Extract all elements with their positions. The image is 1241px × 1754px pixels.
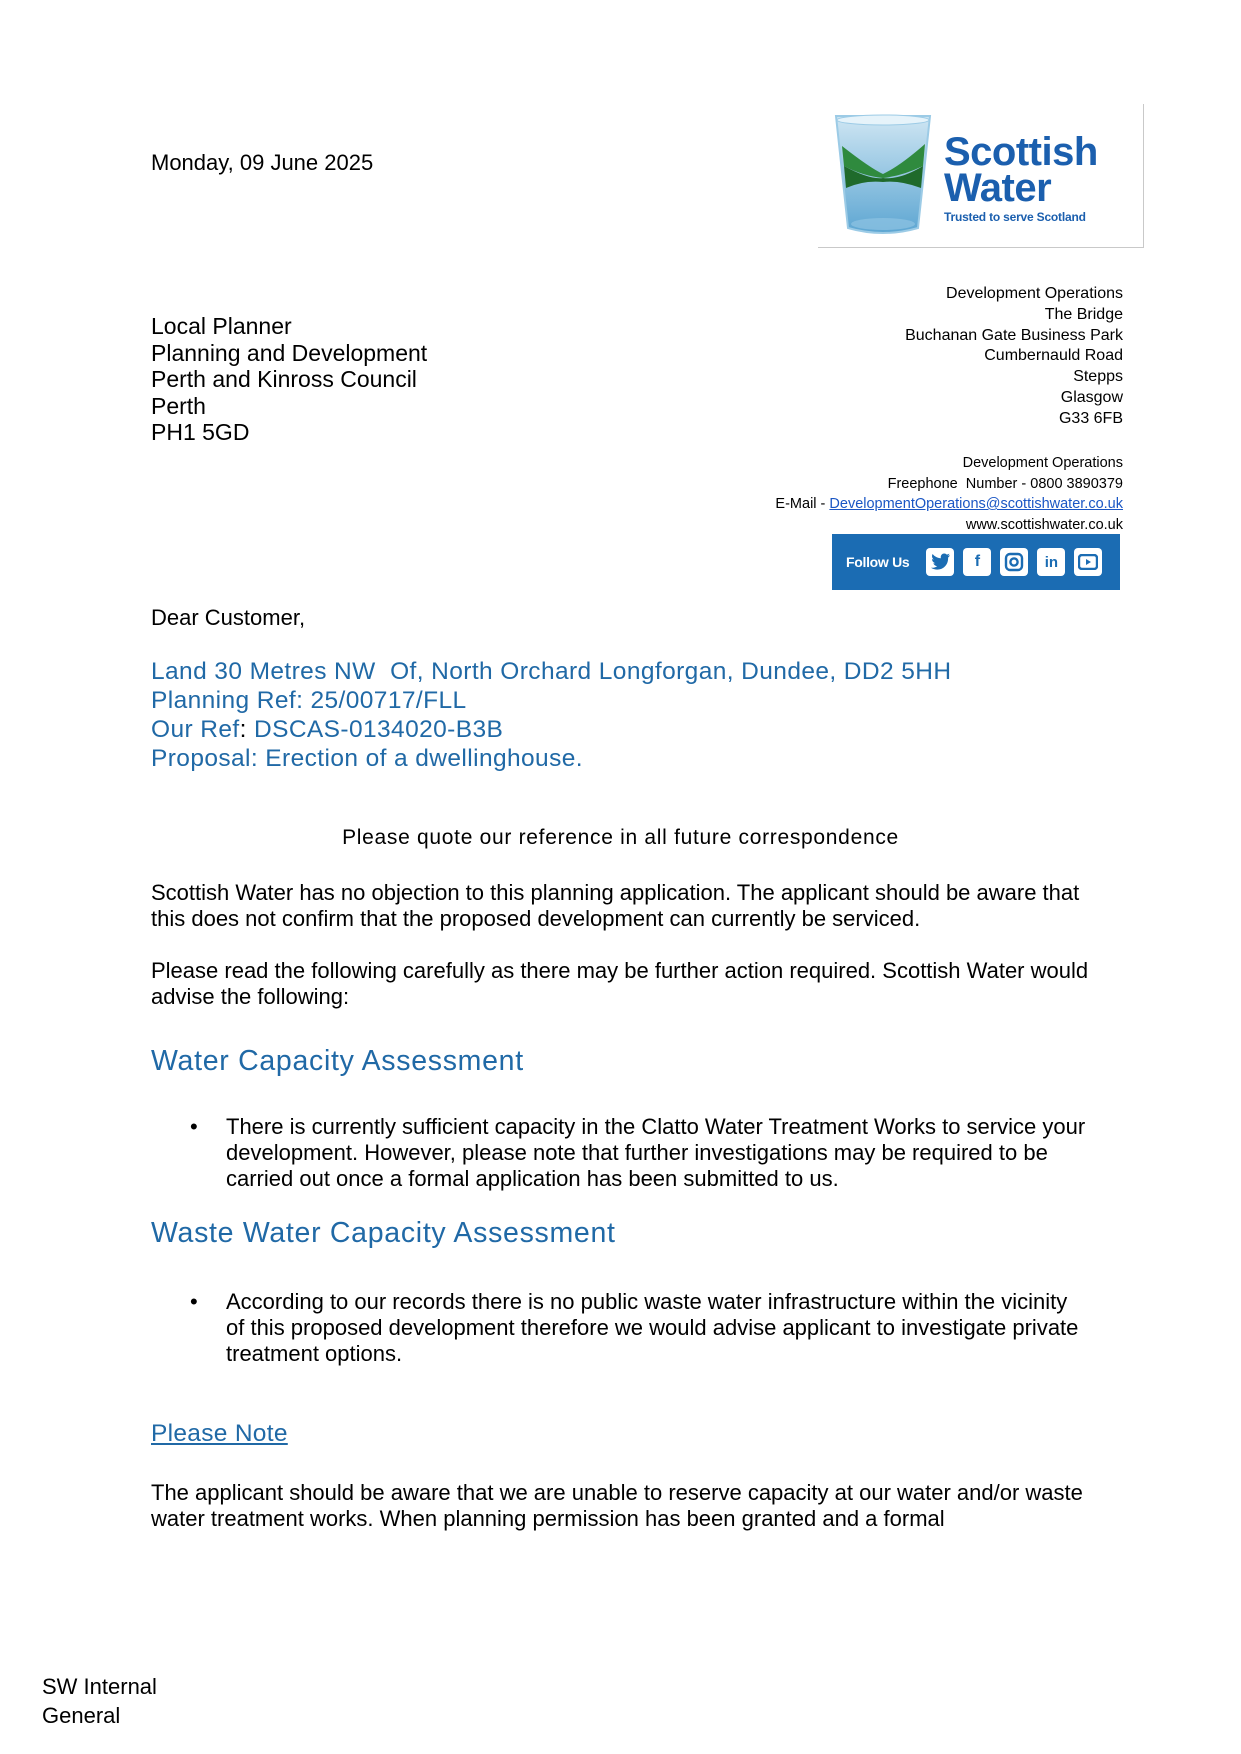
recipient-address (151, 313, 427, 446)
water-capacity-heading: Water Capacity Assessment (151, 1045, 524, 1077)
site-address: Land 30 Metres NW Of, North Orchard Longforgan, Dundee, DD2 5HH (151, 658, 952, 685)
recipient-line: Planning and Development (151, 339, 428, 366)
twitter-icon[interactable] (926, 548, 954, 576)
sender-address-line: Development Operations (946, 285, 1123, 302)
our-ref-colon: : (239, 716, 247, 743)
classification-footer (42, 1672, 157, 1730)
sender-address (905, 284, 1123, 430)
quote-reference-notice: Please quote our reference in all future correspondence (342, 826, 899, 849)
email-link[interactable]: DevelopmentOperations@scottishwater.co.uk (829, 496, 1123, 512)
paragraph-reserve-capacity: The applicant should be aware that we are unable to reserve capacity at our water and/or waste water treatment works. When planning permission has been granted and a formal (151, 1480, 1083, 1531)
email-line (775, 494, 1123, 515)
website-text: www.scottishwater.co.uk (965, 516, 1123, 533)
sender-address-line: Stepps (1073, 368, 1123, 386)
our-ref-label: Our Ref (151, 716, 240, 743)
sender-address-line: Buchanan Gate Business Park (905, 326, 1123, 344)
freephone-line (775, 474, 1123, 495)
logo-tagline: Trusted to serve Scotland (944, 210, 1086, 224)
paragraph-no-objection: Scottish Water has no objection to this planning application. The applicant should be aware that this does not confirm that the proposed development can currently be serviced. (151, 880, 1080, 931)
footer-line: General (42, 1703, 121, 1728)
instagram-icon[interactable] (1000, 548, 1028, 576)
bullet-text: There is currently sufficient capacity in the Clatto Water Treatment Works to service your development. However, please note that further investigations may be required to be carried out once a formal application has been submitted to us. (226, 1114, 1086, 1191)
recipient-line: Perth (151, 392, 206, 419)
please-note-heading: Please Note (151, 1420, 288, 1447)
freephone-number: 0800 3890379 (1030, 475, 1123, 492)
facebook-icon[interactable]: f (963, 548, 991, 576)
recipient-line: PH1 5GD (151, 419, 250, 445)
waste-water-capacity-heading: Waste Water Capacity Assessment (151, 1217, 616, 1249)
freephone-label: Freephone Number - (887, 475, 1031, 492)
our-ref (151, 715, 951, 744)
linkedin-icon[interactable]: in (1037, 548, 1065, 576)
scottish-water-logo (818, 104, 1144, 248)
proposal: Proposal: Erection of a dwellinghouse. (151, 745, 583, 772)
footer-line: SW Internal (42, 1674, 157, 1699)
sender-address-line: Cumbernauld Road (984, 347, 1123, 365)
logo-wordmark (944, 130, 1098, 224)
email-label: E-Mail - (775, 496, 830, 512)
planning-ref: Planning Ref: 25/00717/FLL (151, 687, 467, 714)
salutation: Dear Customer, (151, 605, 306, 630)
social-follow-banner (832, 534, 1120, 590)
bullet-text: According to our records there is no public waste water infrastructure within the vicinity of this proposed development therefore we would advise applicant to investigate private treatment options. (226, 1289, 1079, 1366)
bullet-icon: • (190, 1114, 198, 1139)
letter-date: Monday, 09 June 2025 (151, 150, 374, 175)
recipient-line: Perth and Kinross Council (151, 366, 417, 392)
water-glass-icon (830, 110, 936, 238)
paragraph-further-action: Please read the following carefully as there may be further action required. Scottish Water would advise the following: (151, 958, 1089, 1009)
our-ref-value: DSCAS-0134020-B3B (246, 716, 504, 743)
logo-line-2: Water (944, 166, 1052, 210)
sender-address-line: The Bridge (1044, 305, 1123, 323)
contact-department: Development Operations (962, 455, 1123, 471)
sender-address-line: G33 6FB (1058, 409, 1123, 427)
logo-line-1: Scottish (944, 130, 1098, 174)
bullet-icon: • (190, 1289, 198, 1314)
sender-address-line: Glasgow (1060, 388, 1123, 406)
follow-us-label: Follow Us (846, 554, 910, 570)
contact-details (775, 453, 1123, 535)
reference-block (151, 657, 951, 773)
youtube-icon[interactable] (1074, 548, 1102, 576)
recipient-line: Local Planner (151, 313, 292, 339)
